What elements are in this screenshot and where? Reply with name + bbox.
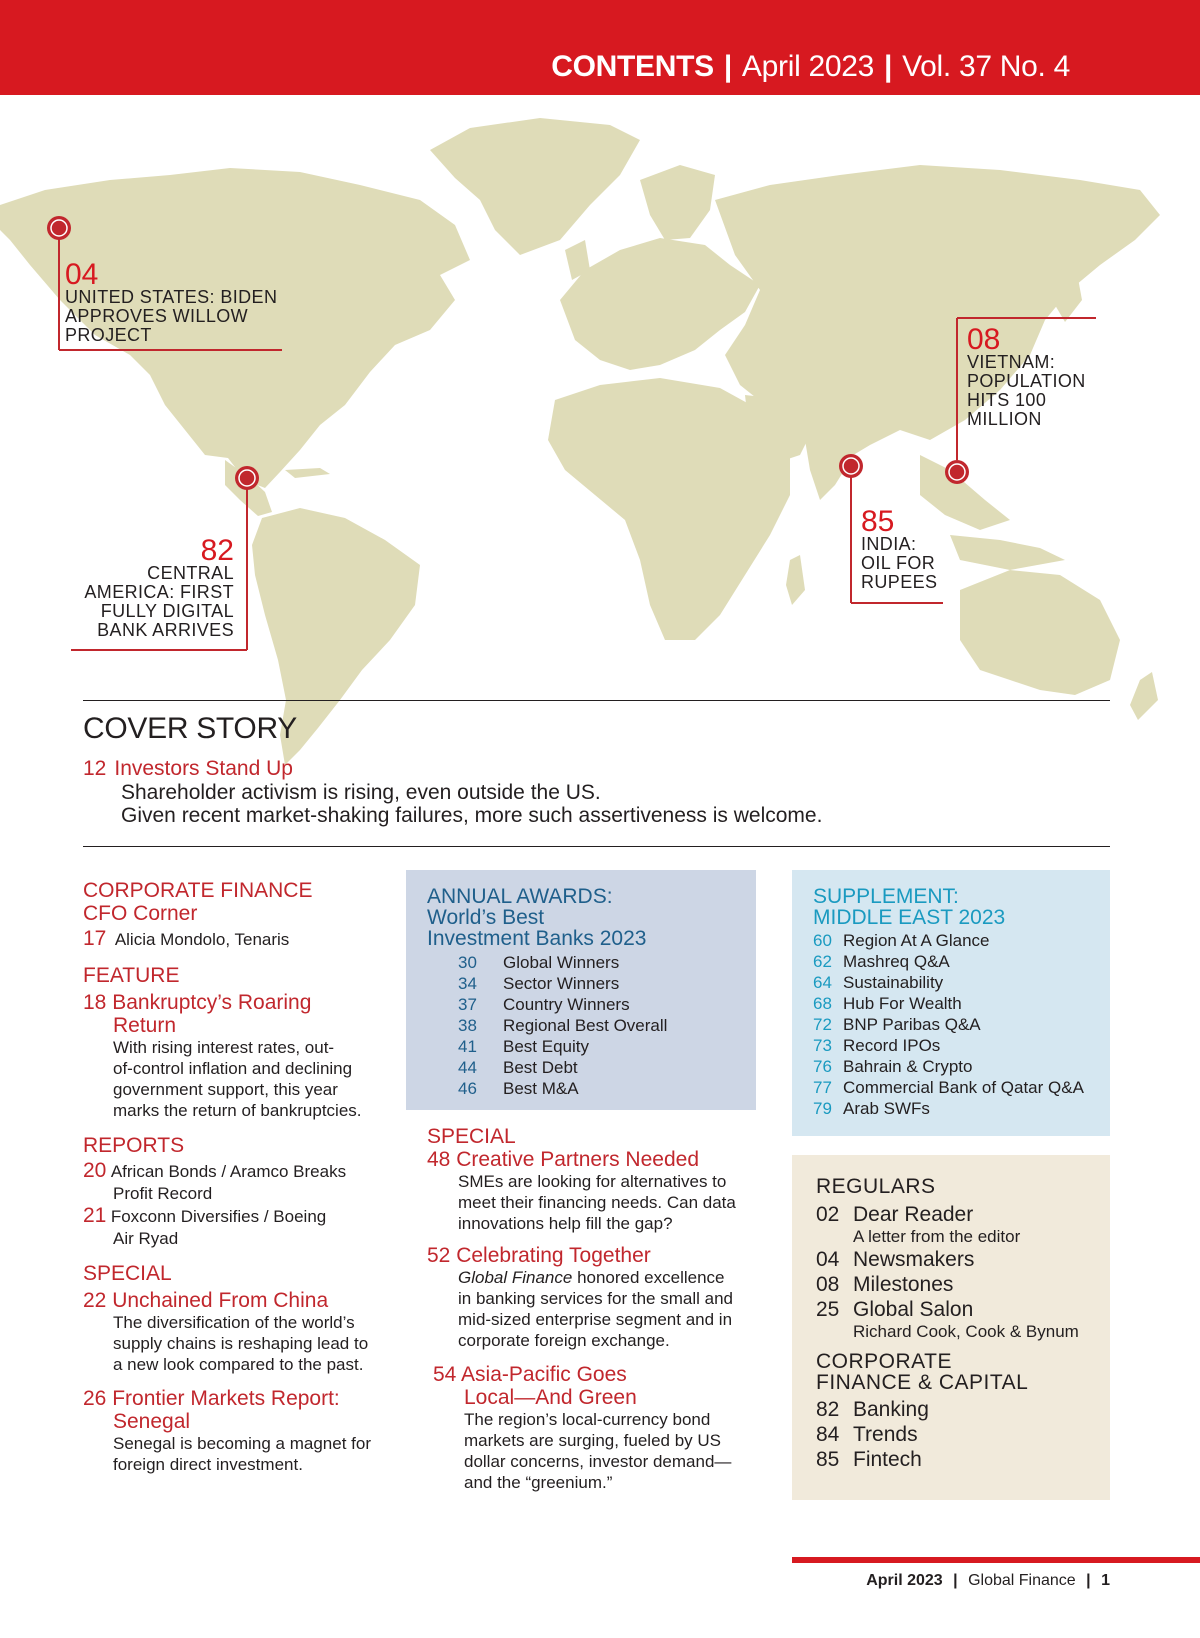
corporate-finance-section: CORPORATE FINANCE CFO Corner 17 Alicia Mondolo, Tenaris (83, 880, 403, 951)
cf-item[interactable]: 82 Banking (816, 1398, 929, 1421)
supplement-item[interactable]: 77 Commercial Bank of Qatar Q&A (813, 1078, 1084, 1097)
awards-item[interactable]: 30 Global Winners (458, 953, 620, 972)
special-section-left: SPECIAL 22 Unchained From China The diversification of the world’s supply chains is reshaping lead to a new look compared to the past. 26 Frontier Markets Report: Senegal Senegal is becoming a magnet for foreign direct investment. (83, 1263, 403, 1475)
regulars-item[interactable]: 02 Dear Reader (816, 1203, 974, 1226)
reports-section: REPORTS 20 African Bonds / Aramco Breaks Profit Record 21 Foxconn Diversifies / Boeing Air Ryad (83, 1135, 403, 1249)
report-item[interactable]: 21 Foxconn Diversifies / Boeing Air Ryad (83, 1204, 327, 1248)
special-item[interactable]: 48 Creative Partners Needed SMEs are looking for alternatives to meet their financing needs. Can data innovations help fill the gap? (427, 1148, 736, 1233)
supplement-item[interactable]: 72 BNP Paribas Q&A (813, 1015, 981, 1034)
annual-awards-box: ANNUAL AWARDS: World’s Best Investment Banks 2023 30 Global Winners 34 Sector Winners 37 Country Winners 38 Regional Best Overall 41 Best Equity 44 Best Debt 46 Best M&A (406, 870, 756, 1110)
cover-story-desc-1: Shareholder activism is rising, even outside the US. (121, 781, 601, 804)
awards-list (458, 952, 667, 1099)
awards-item[interactable]: 38 Regional Best Overall (458, 1016, 668, 1035)
regulars-box: REGULARS 02 Dear Reader A letter from the editor 04 Newsmakers 08 Milestones 25 Global Salon Richard Cook, Cook & Bynum CORPORATE FINANCE & CAPITAL 82 Banking 84 Trends 85 Fintech (792, 1155, 1110, 1500)
awards-item[interactable]: 41 Best Equity (458, 1037, 589, 1056)
regulars-item[interactable]: 08 Milestones (816, 1273, 954, 1296)
awards-item[interactable]: 46 Best M&A (458, 1079, 579, 1098)
pin-label-us: 04 UNITED STATES: BIDEN APPROVES WILLOW PROJECT (65, 258, 278, 345)
pin-markers (47, 216, 969, 490)
cf-item[interactable]: 85 Fintech (816, 1448, 922, 1471)
supplement-item[interactable]: 68 Hub For Wealth (813, 994, 962, 1013)
cfo-corner-entry[interactable]: 17 Alicia Mondolo, Tenaris (83, 927, 290, 950)
special-item[interactable]: 26 Frontier Markets Report: Senegal Senegal is becoming a magnet for foreign direct investment. (83, 1387, 371, 1474)
publication-name: Global Finance (458, 1268, 573, 1287)
awards-item[interactable]: 44 Best Debt (458, 1058, 578, 1077)
cf-item[interactable]: 84 Trends (816, 1423, 918, 1446)
cover-story-heading: COVER STORY (83, 712, 297, 745)
special-item[interactable]: 22 Unchained From China The diversification of the world’s supply chains is reshaping lead to a new look compared to the past. (83, 1289, 369, 1374)
supplement-list (813, 930, 1084, 1119)
special-item[interactable]: 54 Asia-Pacific Goes Local—And Green The region’s local-currency bond markets are surging, fueled by US dollar concerns, investor demand— and the “greenium.” (433, 1363, 732, 1492)
cover-story-link[interactable]: 12 Investors Stand Up (83, 757, 293, 780)
cfo-corner-link[interactable]: CFO Corner (83, 902, 198, 925)
cover-top-rule (83, 700, 1110, 701)
footer-rule (792, 1557, 1200, 1563)
footer: April 2023 | Global Finance | 1 (866, 1572, 1110, 1589)
awards-item[interactable]: 34 Sector Winners (458, 974, 620, 993)
pin-label-vietnam: 08 VIETNAM: POPULATION HITS 100 MILLION (967, 323, 1086, 429)
special-item[interactable]: 52 Celebrating Together Global Finance honored excellence in banking services for the small and mid-sized enterprise segment and in corporate foreign exchange. (427, 1244, 733, 1350)
issue-date: April 2023 (741, 50, 875, 83)
column-left (83, 880, 403, 1489)
contents-label: CONTENTS (551, 50, 714, 83)
supplement-item[interactable]: 79 Arab SWFs (813, 1099, 930, 1118)
pin-label-india: 85 INDIA: OIL FOR RUPEES (861, 505, 938, 592)
feature-link[interactable]: 18 Bankruptcy’s Roaring (83, 991, 312, 1014)
cover-story-desc-2: Given recent market-shaking failures, more such assertiveness is welcome. (121, 804, 823, 827)
awards-item[interactable]: 37 Country Winners (458, 995, 630, 1014)
cf-list (816, 1397, 929, 1472)
pin-label-central-america: 82 CENTRAL AMERICA: FIRST FULLY DIGITAL BANK ARRIVES (84, 534, 234, 640)
supplement-item[interactable]: 76 Bahrain & Crypto (813, 1057, 973, 1076)
supplement-item[interactable]: 62 Mashreq Q&A (813, 952, 950, 971)
supplement-item[interactable]: 73 Record IPOs (813, 1036, 941, 1055)
footer-publication: Global Finance (968, 1572, 1076, 1589)
report-item[interactable]: 20 African Bonds / Aramco Breaks Profit Record (83, 1159, 347, 1203)
feature-section: FEATURE 18 Bankruptcy’s Roaring Return With rising interest rates, out- of-control inflation and declining government support, this year marks the return of bankruptcies. (83, 965, 403, 1121)
footer-page-number: 1 (1101, 1572, 1110, 1589)
cover-bottom-rule (83, 846, 1110, 847)
header-title: CONTENTS | April 2023 | Vol. 37 No. 4 (551, 50, 1070, 83)
supplement-item[interactable]: 64 Sustainability (813, 973, 944, 992)
regulars-item[interactable]: 04 Newsmakers (816, 1248, 975, 1271)
supplement-box: SUPPLEMENT: MIDDLE EAST 2023 60 Region At A Glance 62 Mashreq Q&A 64 Sustainability 68 Hub For Wealth 72 BNP Paribas Q&A 73 Record IPOs 76 Bahrain & Crypto 77 Commercial Bank of Qatar Q&A 79 Arab SWFs (792, 870, 1110, 1136)
issue-volume: Vol. 37 No. 4 (902, 50, 1070, 83)
special-section-middle: SPECIAL 48 Creative Partners Needed SMEs are looking for alternatives to meet their financing needs. Can data innovations help fill the gap? 52 Celebrating Together Global Finance honored excellence in banking services for the small and mid-sized enterprise segment and in corporate foreign exchange. 54 Asia-Pacific Goes Local—And Green The region’s local-currency bond markets are surging, fueled by US dollar concerns, investor demand— and the “greenium.” (427, 1126, 757, 1493)
supplement-item[interactable]: 60 Region At A Glance (813, 931, 990, 950)
regulars-list: 02 Dear Reader A letter from the editor 04 Newsmakers 08 Milestones 25 Global Salon Richard Cook, Cook & Bynum (816, 1203, 1079, 1341)
regulars-item[interactable]: 25 Global Salon (816, 1298, 974, 1321)
